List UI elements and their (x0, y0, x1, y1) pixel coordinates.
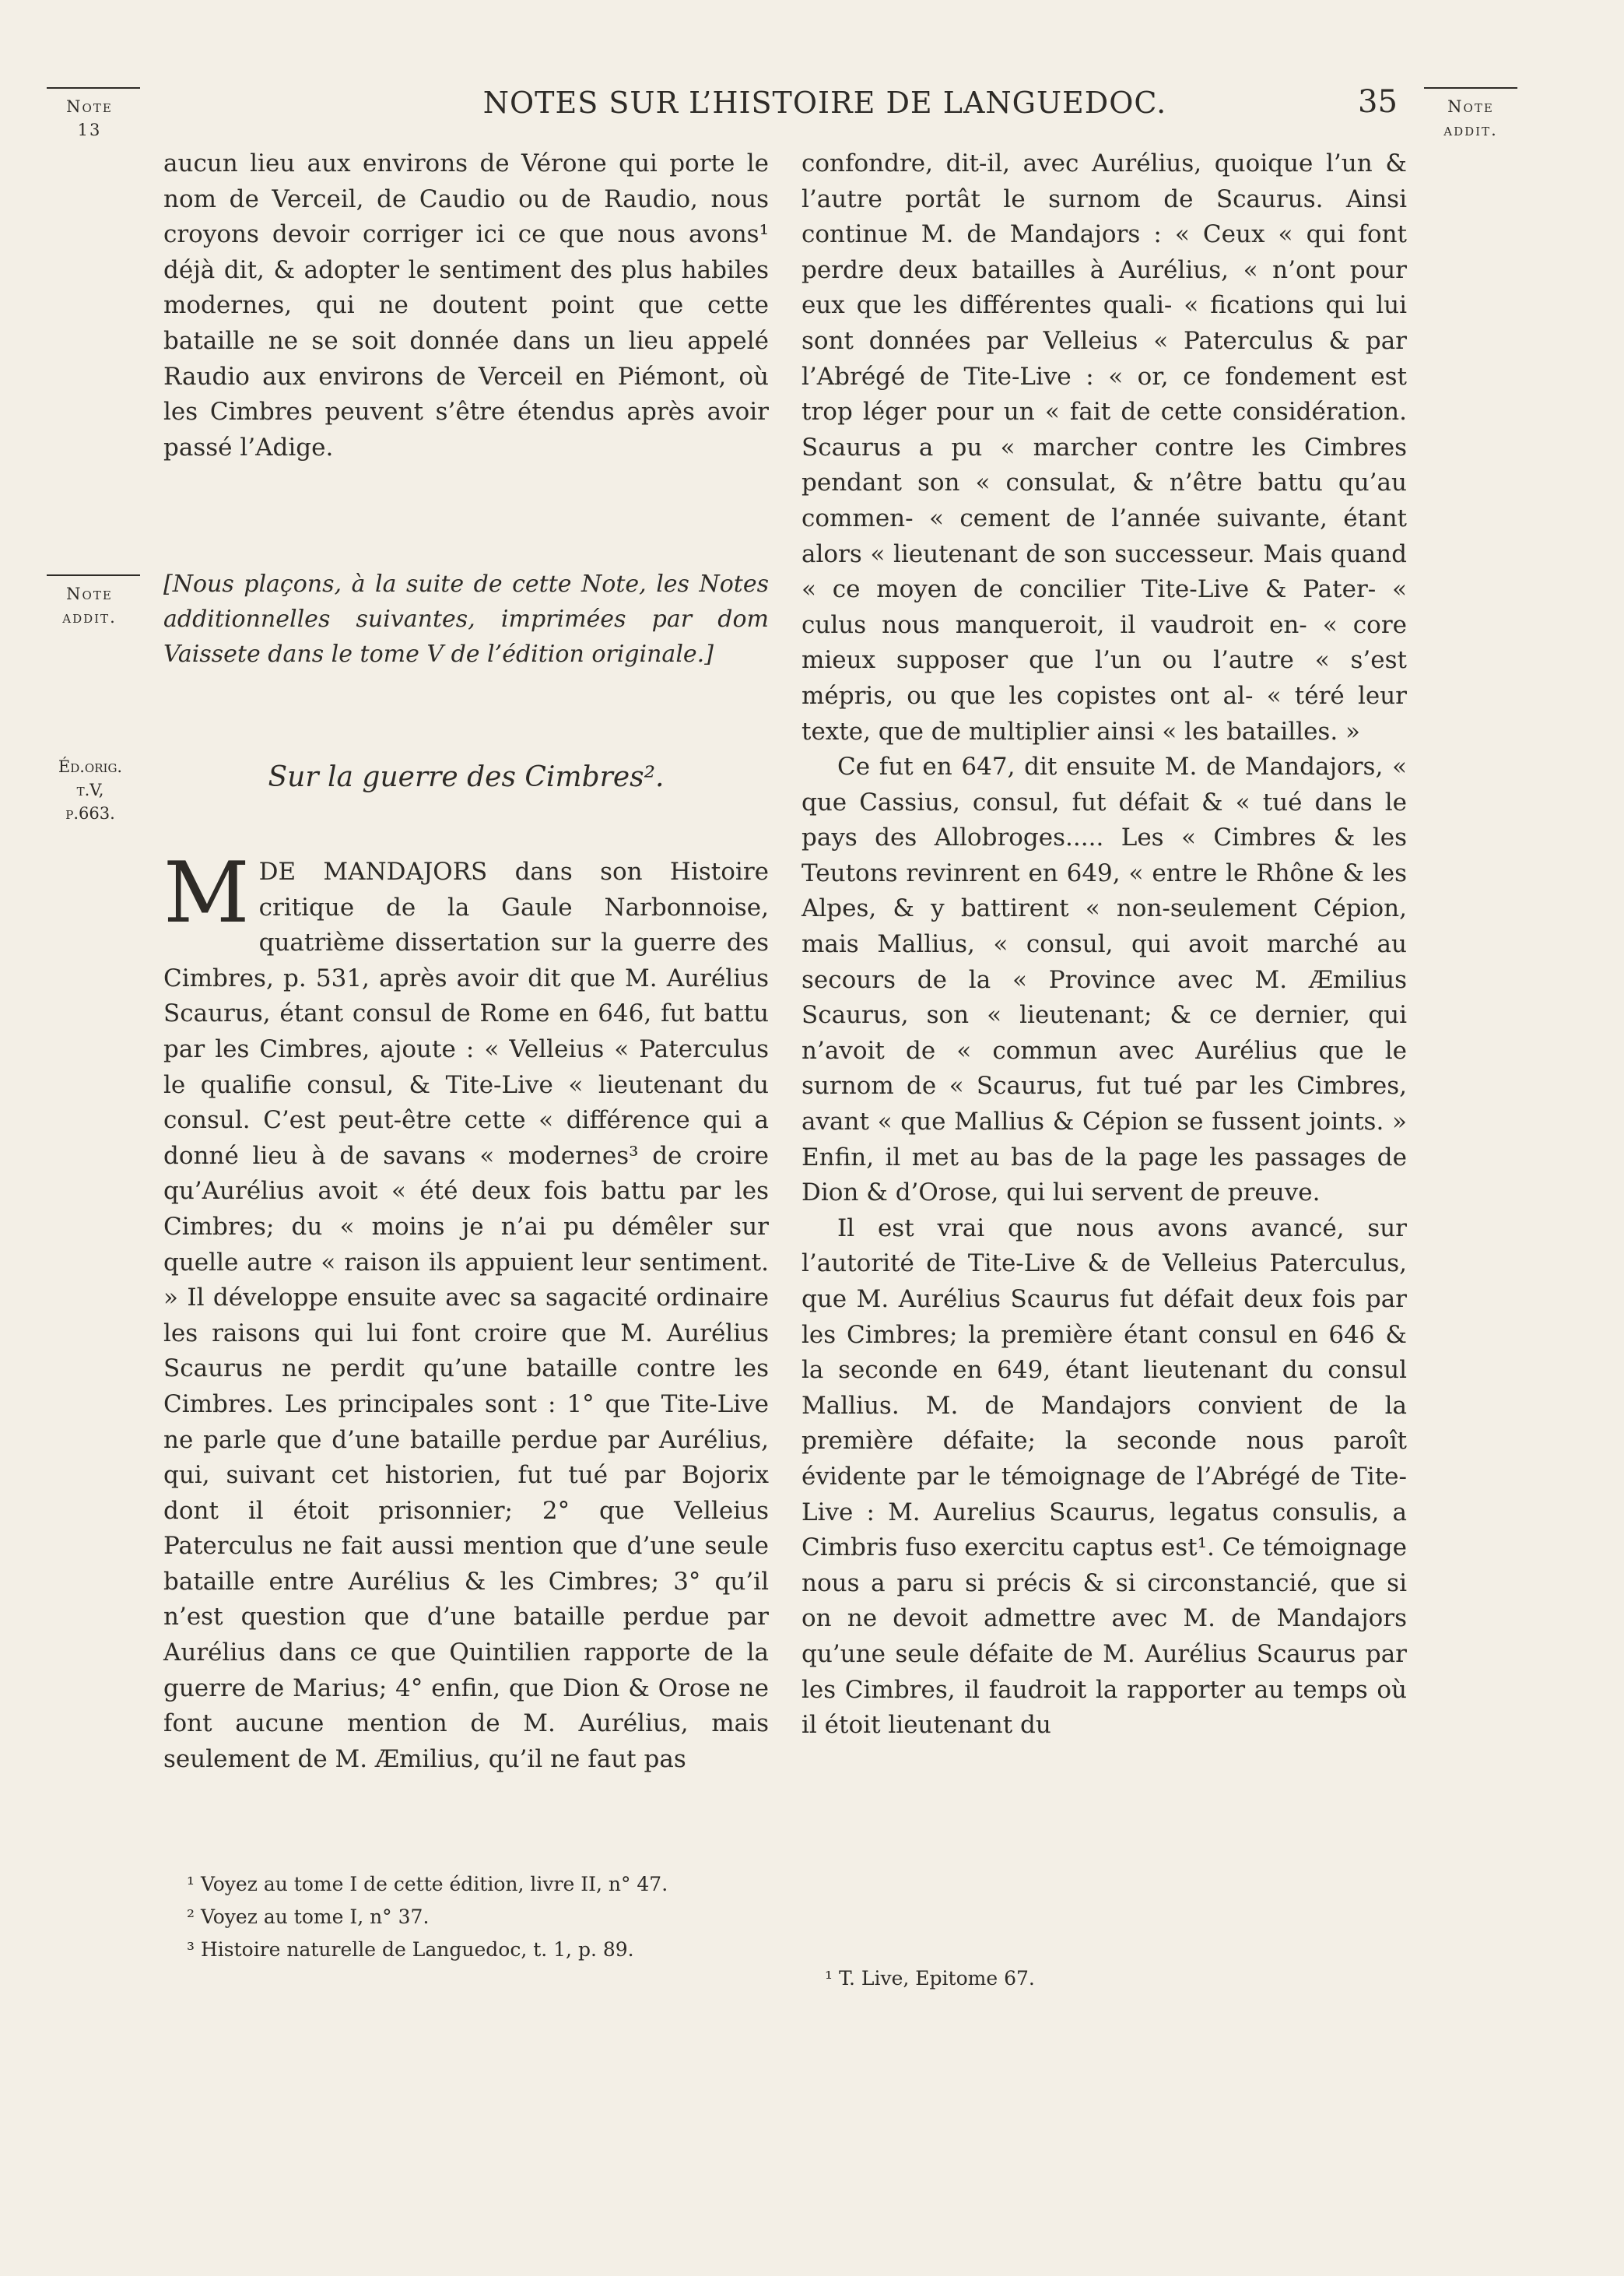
dropcap-letter: M (163, 845, 250, 942)
margin-rule (47, 574, 140, 576)
footnote: ² Voyez au tome I, n° 37. (187, 1905, 430, 1928)
bracket-note: [Nous plaçons, à la suite de cette Note, les Notes additionnelles suivantes, imprimées par dom Vaissete dans le tome V de l’édition originale.] (163, 571, 769, 668)
margin-number: 13 (77, 121, 102, 139)
left-column-top (163, 146, 769, 465)
edition-line1: Éd.orig. (58, 757, 123, 776)
left-column-main (163, 845, 769, 1777)
margin-note-left-top (47, 87, 132, 142)
paragraph: aucun lieu aux environs de Vérone qui porte le nom de Verceil, de Caudio ou de Raudio, nous croyons devoir corriger ici ce que nous avons¹ déjà dit, & adopter le sentiment des plus habiles modernes, qui ne doutent point que cette bataille ne se soit donnée dans un lieu appelé Raudio aux environs de Verceil en Piémont, où les Cimbres peuvent s’être étendus après avoir passé l’Adige. (163, 149, 769, 462)
footnote: ³ Histoire naturelle de Languedoc, t. 1, p. 89. (187, 1938, 634, 1961)
paragraph: confondre, dit-il, avec Aurélius, quoique l’un & l’autre portât le surnom de Scaurus. Ainsi continue M. de Mandajors : « Ceux « qui font perdre deux batailles à Aurélius, « n’ont pour eux que les différentes quali- « fications qui lui sont données par Velleius « Paterculus & par l’Abrégé de Tite-Live : « or, ce fondement est trop léger pour un « fait de cette considération. Scaurus a pu « marcher contre les Cimbres pendant son « consulat, & n’être battu qu’au commen- « cement de l’année suivante, étant alors « lieutenant de son successeur. Mais quand « ce moyen de concilier Tite-Live & Pater- « culus nous manqueroit, il vaudroit en- « core mieux supposer que l’un ou l’autre « s’est mépris, ou que les copistes ont al- « téré leur texte, que de multiplier ainsi « les batailles. » (801, 149, 1407, 746)
right-column (801, 146, 1407, 1744)
paragraph: Ce fut en 647, dit ensuite M. de Mandajors, « que Cassius, consul, fut défait & « tué dans le pays des Allobroges..... Les « Cimbres & les Teutons revinrent en 649, « entre le Rhône & les Alpes, & y battirent « non-seulement Cépion, mais Mallius, « consul, qui avoit marché au secours de la « Province avec M. Æmilius Scaurus, son « lieutenant; & ce dernier, qui n’avoit de « commun avec Aurélius que le surnom de « Scaurus, fut tué par les Cimbres, avant « que Mallius & Cépion se fussent joints. » Enfin, il met au bas de la page les passages de Dion & d’Orose, qui lui servent de preuve. (801, 753, 1407, 1207)
section-heading: Sur la guerre des Cimbres². (268, 761, 665, 793)
margin-rule (1424, 87, 1517, 89)
margin-sub: addit. (62, 608, 117, 627)
margin-sub: addit. (1443, 121, 1498, 139)
margin-note-right-top (1424, 87, 1517, 142)
footnote: ¹ Voyez au tome I de cette édition, livre II, n° 47. (187, 1873, 668, 1895)
paragraph: Il est vrai que nous avons avancé, sur l’autorité de Tite-Live & de Velleius Paterculus, que M. Aurélius Scaurus fut défait deux fois par les Cimbres; la première étant consul en 646 & la seconde en 649, étant lieutenant du consul Mallius. M. de Mandajors convient de la première défaite; la seconde nous paroît évidente par le témoignage de l’Abrégé de Tite-Live : M. Aurelius Scaurus, legatus consulis, a Cimbris fuso exercitu captus est¹. Ce témoignage nous a paru si précis & si circonstancié, que si on ne devoit admettre avec M. de Mandajors qu’une seule défaite de M. Aurélius Scaurus par les Cimbres, il faudroit la rapporter au temps où il étoit lieutenant du (801, 1214, 1407, 1740)
margin-label: Note (66, 97, 113, 116)
running-title: NOTES SUR L’HISTOIRE DE LANGUEDOC. (482, 86, 1167, 120)
paragraph: DE MANDAJORS dans son Histoire critique de la Gaule Narbonnoise, quatrième dissertation sur la guerre des Cimbres, p. 531, après avoir dit que M. Aurélius Scaurus, étant consul de Rome en 646, fut battu par les Cimbres, ajoute : « Velleius « Paterculus le qualifie consul, & Tite-Live « lieutenant du consul. C’est peut-être cette « différence qui a donné lieu à de savans « modernes³ de croire qu’Aurélius avoit « été deux fois battu par les Cimbres; du « moins je n’ai pu démêler sur quelle autre « raison ils appuient leur sentiment. » Il développe ensuite avec sa sagacité ordinaire les raisons qui lui font croire que M. Aurélius Scaurus ne perdit qu’une bataille contre les Cimbres. Les principales sont : 1° que Tite-Live ne parle que d’une bataille perdue par Aurélius, qui, suivant cet historien, fut tué par Bojorix dont il étoit prisonnier; 2° que Velleius Paterculus ne fait aussi mention que d’une seule bataille entre Aurélius & les Cimbres; 3° qu’il n’est question que d’une bataille perdue par Aurélius dans ce que Quintilien rapporte de la guerre de Marius; 4° enfin, que Dion & Orose ne font aucune mention de M. Aurélius, mais seulement de M. Æmilius, qu’il ne faut pas (163, 858, 769, 1773)
margin-note-edition (51, 755, 129, 825)
footnotes-right (825, 1962, 1370, 1995)
footnotes-left (187, 1868, 763, 1966)
margin-label: Note (66, 585, 113, 603)
page-number: 35 (1358, 84, 1398, 120)
margin-label: Note (1447, 97, 1494, 116)
edition-line3: p.663. (65, 804, 115, 823)
margin-note-left-mid (47, 574, 132, 629)
margin-rule (47, 87, 140, 89)
edition-line2: t.V, (76, 781, 104, 799)
footnote: ¹ T. Live, Epitome 67. (825, 1967, 1035, 1990)
